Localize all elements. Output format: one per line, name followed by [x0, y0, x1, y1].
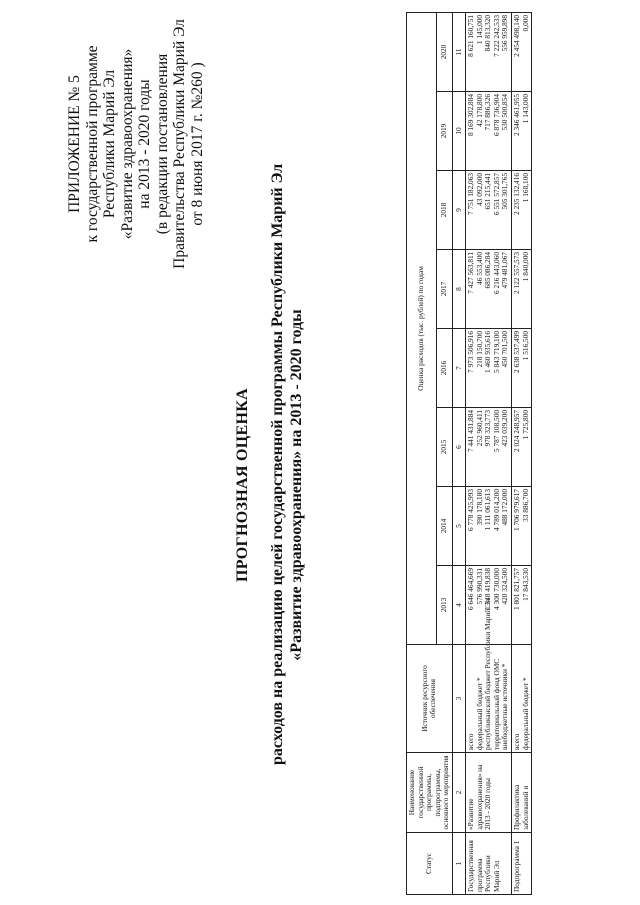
cell-status: Подпрограмма 1	[511, 833, 531, 895]
expense-value: 1 725,800	[520, 410, 530, 440]
expense-value: 479 481,067	[500, 252, 510, 289]
column-number: 7	[452, 329, 465, 408]
expense-value: 43 092,000	[474, 173, 484, 206]
forecast-table	[406, 12, 532, 895]
column-number: 5	[452, 487, 465, 566]
cell-year-values	[465, 171, 511, 250]
expense-value: 2 122 557,573	[511, 252, 521, 294]
funding-source-label: федеральный бюджет *	[474, 677, 484, 750]
expense-value: 576 990,331	[474, 568, 484, 605]
cell-year-values	[511, 171, 531, 250]
expense-value: 0,000	[520, 14, 530, 32]
column-number: 2	[452, 753, 465, 833]
header-name: Наименование государственной программы, подпрограммы, основного мероприятия	[407, 753, 453, 833]
expense-value: 8 621 160,751	[465, 14, 475, 57]
funding-source-label: федеральный бюджет *	[520, 677, 530, 750]
column-number: 1	[452, 833, 465, 895]
table-column-number-row	[452, 12, 465, 894]
expense-value: 505 301,765	[500, 173, 510, 210]
header-year: 2015	[436, 408, 452, 487]
appendix-line: (в редакции постановления	[153, 53, 171, 235]
funding-source-label: всего	[511, 733, 521, 750]
expense-value: 4 789 014,200	[491, 489, 501, 531]
cell-year-values	[511, 566, 531, 645]
expense-value: 2 024 248,957	[511, 410, 521, 452]
expense-value: 651 215,441	[483, 173, 493, 210]
column-number: 8	[452, 250, 465, 329]
expense-value: 556 959,898	[500, 14, 510, 52]
expense-value: 717 886,326	[483, 94, 493, 131]
cell-year-values	[511, 250, 531, 329]
column-number: 3	[452, 645, 465, 753]
expense-value: 7 973 506,916	[465, 331, 475, 373]
expense-value: 46 553,400	[474, 252, 484, 285]
expense-value: 6 216 443,060	[491, 252, 501, 294]
expense-value: 420 324,500	[500, 568, 510, 605]
expense-value: 6 646 464,669	[465, 568, 475, 610]
expense-value: 1 840,000	[520, 252, 530, 282]
appendix-line: ПРИЛОЖЕНИЕ № 5	[66, 75, 83, 213]
appendix-line: «Развитие здравоохранения»	[118, 48, 136, 240]
expense-value: 1 168,100	[520, 173, 530, 203]
expense-value: 1 145,000	[474, 14, 484, 45]
header-year: 2016	[436, 329, 452, 408]
cell-status: Государственная программа Республики Марий Эл	[465, 833, 511, 895]
expense-value: 1 516,500	[520, 331, 530, 361]
funding-source-label: всего	[465, 733, 475, 750]
document-subtitle-line-2: «Развитие здравоохранения» на 2013 - 2020 годы	[288, 309, 305, 661]
funding-source-label: территориальный фонд ОМС	[491, 658, 501, 750]
expense-value: 33 886,700	[520, 489, 530, 522]
expense-value: 6 778 425,993	[465, 489, 475, 531]
expense-value: 390 178,180	[474, 489, 484, 526]
expense-value: 1 111 061,613	[483, 489, 493, 531]
appendix-block	[66, 9, 206, 279]
expense-value: 2 235 132,416	[511, 173, 521, 215]
expense-value: 5 843 719,100	[491, 331, 501, 373]
table-header-row	[407, 12, 437, 894]
table-row	[465, 12, 511, 894]
expense-value: 218 150,700	[474, 331, 484, 368]
cell-year-values	[511, 92, 531, 171]
expense-value: 978 323,773	[483, 410, 493, 447]
expense-value: 2 346 461,955	[511, 94, 521, 136]
header-year: 2014	[436, 487, 452, 566]
cell-year-values	[465, 250, 511, 329]
column-number: 9	[452, 171, 465, 250]
appendix-line: Правительства Республики Марий Эл	[171, 19, 188, 269]
expense-value: 6 878 736,904	[491, 94, 501, 136]
expense-value: 7 222 242,533	[491, 14, 501, 57]
expense-value: 1 348 419,838	[483, 568, 493, 610]
funding-source-label: республиканский бюджет Республики Марий Эл	[483, 598, 493, 750]
header-year: 2018	[436, 171, 452, 250]
cell-year-values	[465, 408, 511, 487]
cell-year-values	[465, 12, 511, 91]
expense-value: 7 751 182,063	[465, 173, 475, 215]
header-year: 2017	[436, 250, 452, 329]
cell-year-values	[511, 408, 531, 487]
cell-year-values	[511, 329, 531, 408]
column-number: 6	[452, 408, 465, 487]
expense-value: 2 638 537,499	[511, 331, 521, 373]
cell-year-values	[511, 12, 531, 91]
funding-source-label: внебюджетные источники *	[500, 663, 510, 750]
document-subtitle-line-1: расходов на реализацию целей государственной программы Республики Марий Эл	[269, 163, 286, 765]
table-row	[511, 12, 531, 894]
expense-value: 1 801 821,757	[511, 568, 521, 610]
expense-value: 7 427 563,811	[465, 252, 475, 294]
cell-year-values	[465, 92, 511, 171]
expense-value: 1 143,000	[520, 94, 530, 124]
expense-value: 530 500,854	[500, 94, 510, 131]
table-body	[465, 12, 531, 894]
header-estimate: Оценка расходов (тыс. рублей) по годам	[407, 12, 437, 644]
expense-value: 7 441 431,884	[465, 410, 475, 452]
expense-value: 4 300 730,000	[491, 568, 501, 610]
header-year: 2019	[436, 92, 452, 171]
column-number: 11	[452, 12, 465, 91]
expense-value: 5 787 108,500	[491, 410, 501, 452]
appendix-line: от 8 июня 2017 г. №260 )	[188, 62, 206, 226]
column-number: 10	[452, 92, 465, 171]
cell-year-values	[511, 487, 531, 566]
expense-value: 1 460 935,616	[483, 331, 493, 373]
cell-program-name: Профилактика заболеваний и	[511, 753, 531, 833]
header-year: 2013	[436, 566, 452, 645]
expense-value: 450 701,500	[500, 331, 510, 368]
expense-value: 685 086,284	[483, 252, 493, 289]
expense-value: 488 172,000	[500, 489, 510, 526]
expense-value: 42 178,800	[474, 94, 484, 127]
document-heading	[233, 163, 306, 765]
appendix-line: на 2013 - 2020 годы	[136, 79, 153, 209]
expense-value: 252 960,411	[474, 410, 484, 447]
expense-value: 2 454 498,140	[511, 14, 521, 57]
cell-funding-sources	[511, 645, 531, 753]
expense-value: 423 039,200	[500, 410, 510, 447]
cell-program-name: «Развитие здравоохранения» на 2013 - 2020 годы	[465, 753, 511, 833]
column-number: 4	[452, 566, 465, 645]
appendix-line: к государственной программе	[83, 45, 101, 243]
expense-value: 17 843,530	[520, 568, 530, 601]
header-status: Статус	[407, 833, 453, 895]
expense-value: 1 706 979,617	[511, 489, 521, 531]
cell-funding-sources	[465, 598, 511, 753]
header-source: Источник ресурсного обеспечения	[407, 645, 453, 753]
expense-value: 6 551 572,857	[491, 173, 501, 215]
expense-value: 8 169 302,884	[465, 94, 475, 136]
cell-year-values	[465, 329, 511, 408]
document-title: ПРОГНОЗНАЯ ОЦЕНКА	[234, 388, 251, 582]
header-year: 2020	[436, 12, 452, 91]
expense-value: 840 813,320	[483, 14, 493, 52]
cell-year-values	[465, 487, 511, 566]
appendix-line: Республики Марий Эл	[101, 69, 118, 219]
